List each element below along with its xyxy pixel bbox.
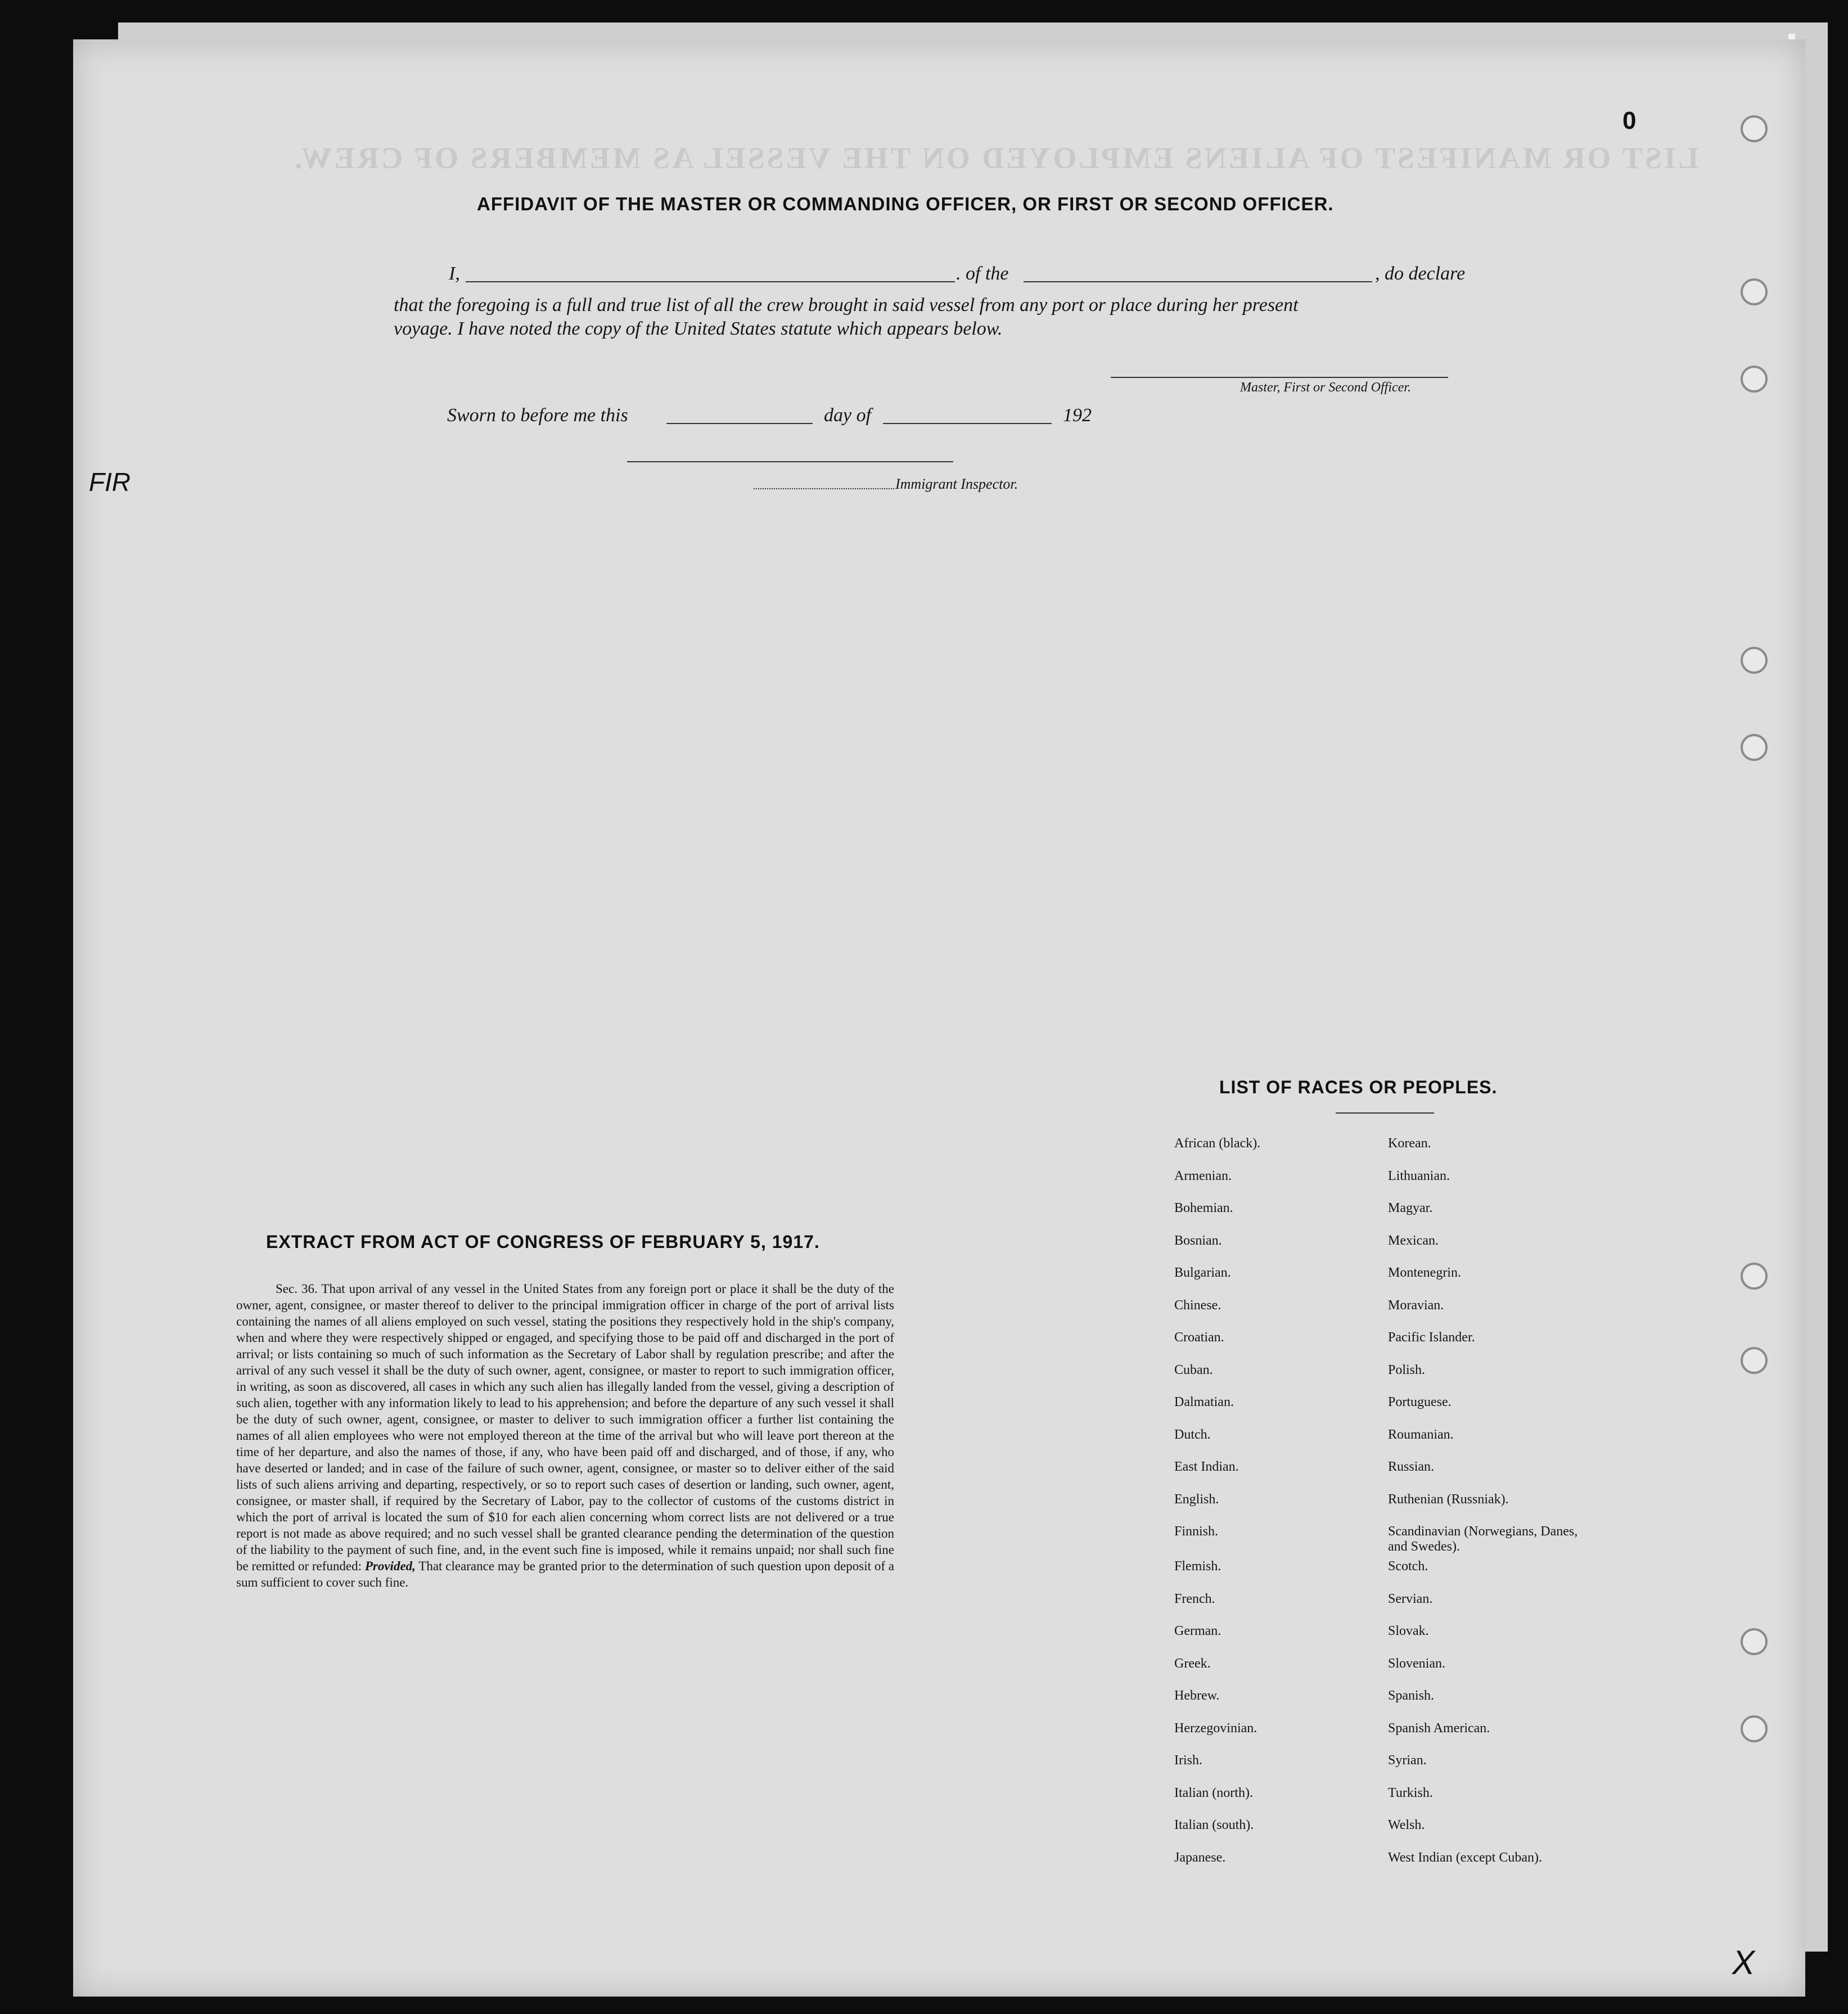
year-label: 192 bbox=[1063, 405, 1092, 426]
race-item: Montenegrin. bbox=[1388, 1265, 1461, 1280]
race-item: Slovenian. bbox=[1388, 1656, 1445, 1671]
races-heading-rule bbox=[1336, 1112, 1434, 1114]
race-item: French. bbox=[1174, 1591, 1215, 1606]
affidavit-i-label: I, bbox=[449, 263, 460, 284]
race-item: Finnish. bbox=[1174, 1524, 1219, 1539]
race-item: Dalmatian. bbox=[1174, 1395, 1234, 1409]
race-item: Polish. bbox=[1388, 1362, 1426, 1377]
section-label: Sec. 36. bbox=[276, 1282, 318, 1296]
vessel-blank bbox=[1024, 281, 1372, 282]
inspector-signature-line-upper bbox=[627, 461, 953, 462]
punch-hole bbox=[1741, 1628, 1768, 1655]
race-item: Dutch. bbox=[1174, 1427, 1211, 1442]
punch-hole bbox=[1741, 1347, 1768, 1374]
race-item: Herzegovinian. bbox=[1174, 1720, 1257, 1736]
master-signature-line bbox=[1111, 377, 1448, 378]
punch-hole bbox=[1741, 647, 1768, 674]
inspector-caption: Immigrant Inspector. bbox=[895, 476, 1018, 492]
punch-hole bbox=[1741, 366, 1768, 393]
race-item: West Indian (except Cuban). bbox=[1388, 1850, 1542, 1865]
punch-hole bbox=[1741, 278, 1768, 305]
race-item: Portuguese. bbox=[1388, 1395, 1452, 1409]
statute-tail: That clearance may be granted prior to the determination of such question upon deposit of a sum sufficient to cover such fine. bbox=[236, 1559, 894, 1589]
left-margin-mark: FIR bbox=[89, 467, 131, 497]
do-declare-label: , do declare bbox=[1375, 263, 1466, 284]
inspector-signature-line bbox=[754, 488, 894, 489]
affidavit-line-2: that the foregoing is a full and true list of all the crew brought in said vessel from any port or place during her present bbox=[394, 295, 1299, 316]
race-item: Croatian. bbox=[1174, 1330, 1224, 1345]
race-item: Cuban. bbox=[1174, 1362, 1213, 1377]
statute-body: That upon arrival of any vessel in the United States from any foreign port or place it shall be the duty of the owner, agent, consignee, or master thereof to deliver to the principal immigration officer in charge of the port of arrival lists containing the names of all aliens employed on such vessel, stating the positions they respectively hold in the ship's company, when and where they were respectively shipped or engaged, and specifying those to be paid off and discharged in the port of arrival; or lists containing so much of such information as the Secretary of Labor shall by regulation prescribe; and after the arrival of any such vessel it shall be the duty of such owner, agent, consignee, or master to report to such immigration officer, in writing, as soon as discovered, all cases in which any such alien has illegally landed from the vessel, giving a description of such alien, together with any information likely to lead to his apprehension; and before the departure of any such vessel it shall be the duty of such owner, agent, consignee, or master to deliver to such immigration officer a further list containing the names of all alien employees who were not employed thereon at the time of the arrival but who will leave port thereon at the time of her departure, and also the names of those, if any, who have been paid off and discharged, and of those, if any, who have deserted or landed; and in case of the failure of such owner, agent, consignee, or master so to deliver either of the said lists of such aliens arriving and departing, respectively, or so to report such cases of desertion or landing, such owner, agent, consignee, or master shall, if required by the Secretary of Labor, pay to the collector of customs of the customs district in which the port of arrival is located the sum of $10 for each alien concerning whom correct lists are not delivered or a true report is not made as above required; and no such vessel shall be granted clearance pending the determination of the question of the liability to the payment of such fine, and, in the event such fine is imposed, while it remains unpaid; nor shall such fine be remitted or refunded: bbox=[236, 1282, 894, 1573]
affidavit-heading: AFFIDAVIT OF THE MASTER OR COMMANDING OFFICER, OR FIRST OR SECOND OFFICER. bbox=[477, 193, 1334, 214]
race-item: Mexican. bbox=[1388, 1233, 1439, 1248]
punch-hole bbox=[1741, 115, 1768, 142]
sworn-month-blank bbox=[883, 423, 1052, 424]
race-item: Roumanian. bbox=[1388, 1427, 1454, 1442]
race-item: Chinese. bbox=[1174, 1297, 1222, 1313]
race-item: Russian. bbox=[1388, 1459, 1435, 1474]
races-heading: LIST OF RACES OR PEOPLES. bbox=[1219, 1077, 1498, 1097]
race-item: Moravian. bbox=[1388, 1297, 1444, 1313]
provided-label: Provided, bbox=[364, 1559, 416, 1573]
bottom-right-mark: X bbox=[1732, 1944, 1755, 1981]
race-item: African (black). bbox=[1174, 1136, 1261, 1151]
race-item: Bosnian. bbox=[1174, 1233, 1222, 1248]
of-the-label: . of the bbox=[956, 263, 1009, 284]
race-item: Irish. bbox=[1174, 1753, 1202, 1768]
race-item: Armenian. bbox=[1174, 1168, 1232, 1183]
race-item: Syrian. bbox=[1388, 1753, 1427, 1768]
race-item: Lithuanian. bbox=[1388, 1168, 1450, 1183]
punch-hole bbox=[1741, 734, 1768, 761]
name-blank bbox=[466, 281, 955, 282]
race-item: Greek. bbox=[1174, 1656, 1211, 1671]
top-right-mark: 0 bbox=[1622, 107, 1637, 134]
race-item: Italian (south). bbox=[1174, 1818, 1254, 1832]
race-item: Japanese. bbox=[1174, 1850, 1226, 1865]
extract-heading: EXTRACT FROM ACT OF CONGRESS OF FEBRUARY 5, 1917. bbox=[266, 1232, 820, 1252]
sworn-day-blank bbox=[666, 423, 813, 424]
races-left-column bbox=[1174, 1136, 1260, 1882]
race-item: Flemish. bbox=[1174, 1559, 1222, 1574]
race-item: Servian. bbox=[1388, 1591, 1433, 1606]
race-item: German. bbox=[1174, 1624, 1222, 1638]
punch-hole bbox=[1741, 1263, 1768, 1290]
punch-hole bbox=[1741, 1715, 1768, 1742]
races-right-column bbox=[1388, 1136, 1590, 1882]
race-item: Italian (north). bbox=[1174, 1785, 1253, 1800]
race-item: English. bbox=[1174, 1492, 1219, 1507]
race-item: Korean. bbox=[1388, 1136, 1431, 1151]
master-caption: Master, First or Second Officer. bbox=[1240, 380, 1411, 395]
race-item: Spanish. bbox=[1388, 1688, 1435, 1703]
race-item: Spanish American. bbox=[1388, 1720, 1490, 1736]
race-item: Magyar. bbox=[1388, 1201, 1433, 1215]
race-item: Ruthenian (Russniak). bbox=[1388, 1492, 1509, 1507]
race-item: Bohemian. bbox=[1174, 1201, 1233, 1215]
race-item: Welsh. bbox=[1388, 1818, 1425, 1832]
statute-text bbox=[236, 1281, 894, 1591]
race-item: Slovak. bbox=[1388, 1624, 1429, 1638]
day-of-label: day of bbox=[824, 405, 872, 426]
race-item: East Indian. bbox=[1174, 1459, 1239, 1474]
bleed-through-heading: LIST OR MANIFEST OF ALIENS EMPLOYED ON THE VESSEL AS MEMBERS OF CREW. bbox=[292, 141, 1699, 175]
race-item: Turkish. bbox=[1388, 1785, 1433, 1800]
race-item: Scotch. bbox=[1388, 1559, 1428, 1574]
race-item: Scandinavian (Norwegians, Danes, and Swedes). bbox=[1388, 1524, 1578, 1554]
sworn-label: Sworn to before me this bbox=[447, 405, 628, 426]
race-item: Pacific Islander. bbox=[1388, 1330, 1475, 1345]
race-item: Bulgarian. bbox=[1174, 1265, 1231, 1280]
affidavit-line-3: voyage. I have noted the copy of the United States statute which appears below. bbox=[394, 318, 1003, 339]
race-item: Hebrew. bbox=[1174, 1688, 1220, 1703]
